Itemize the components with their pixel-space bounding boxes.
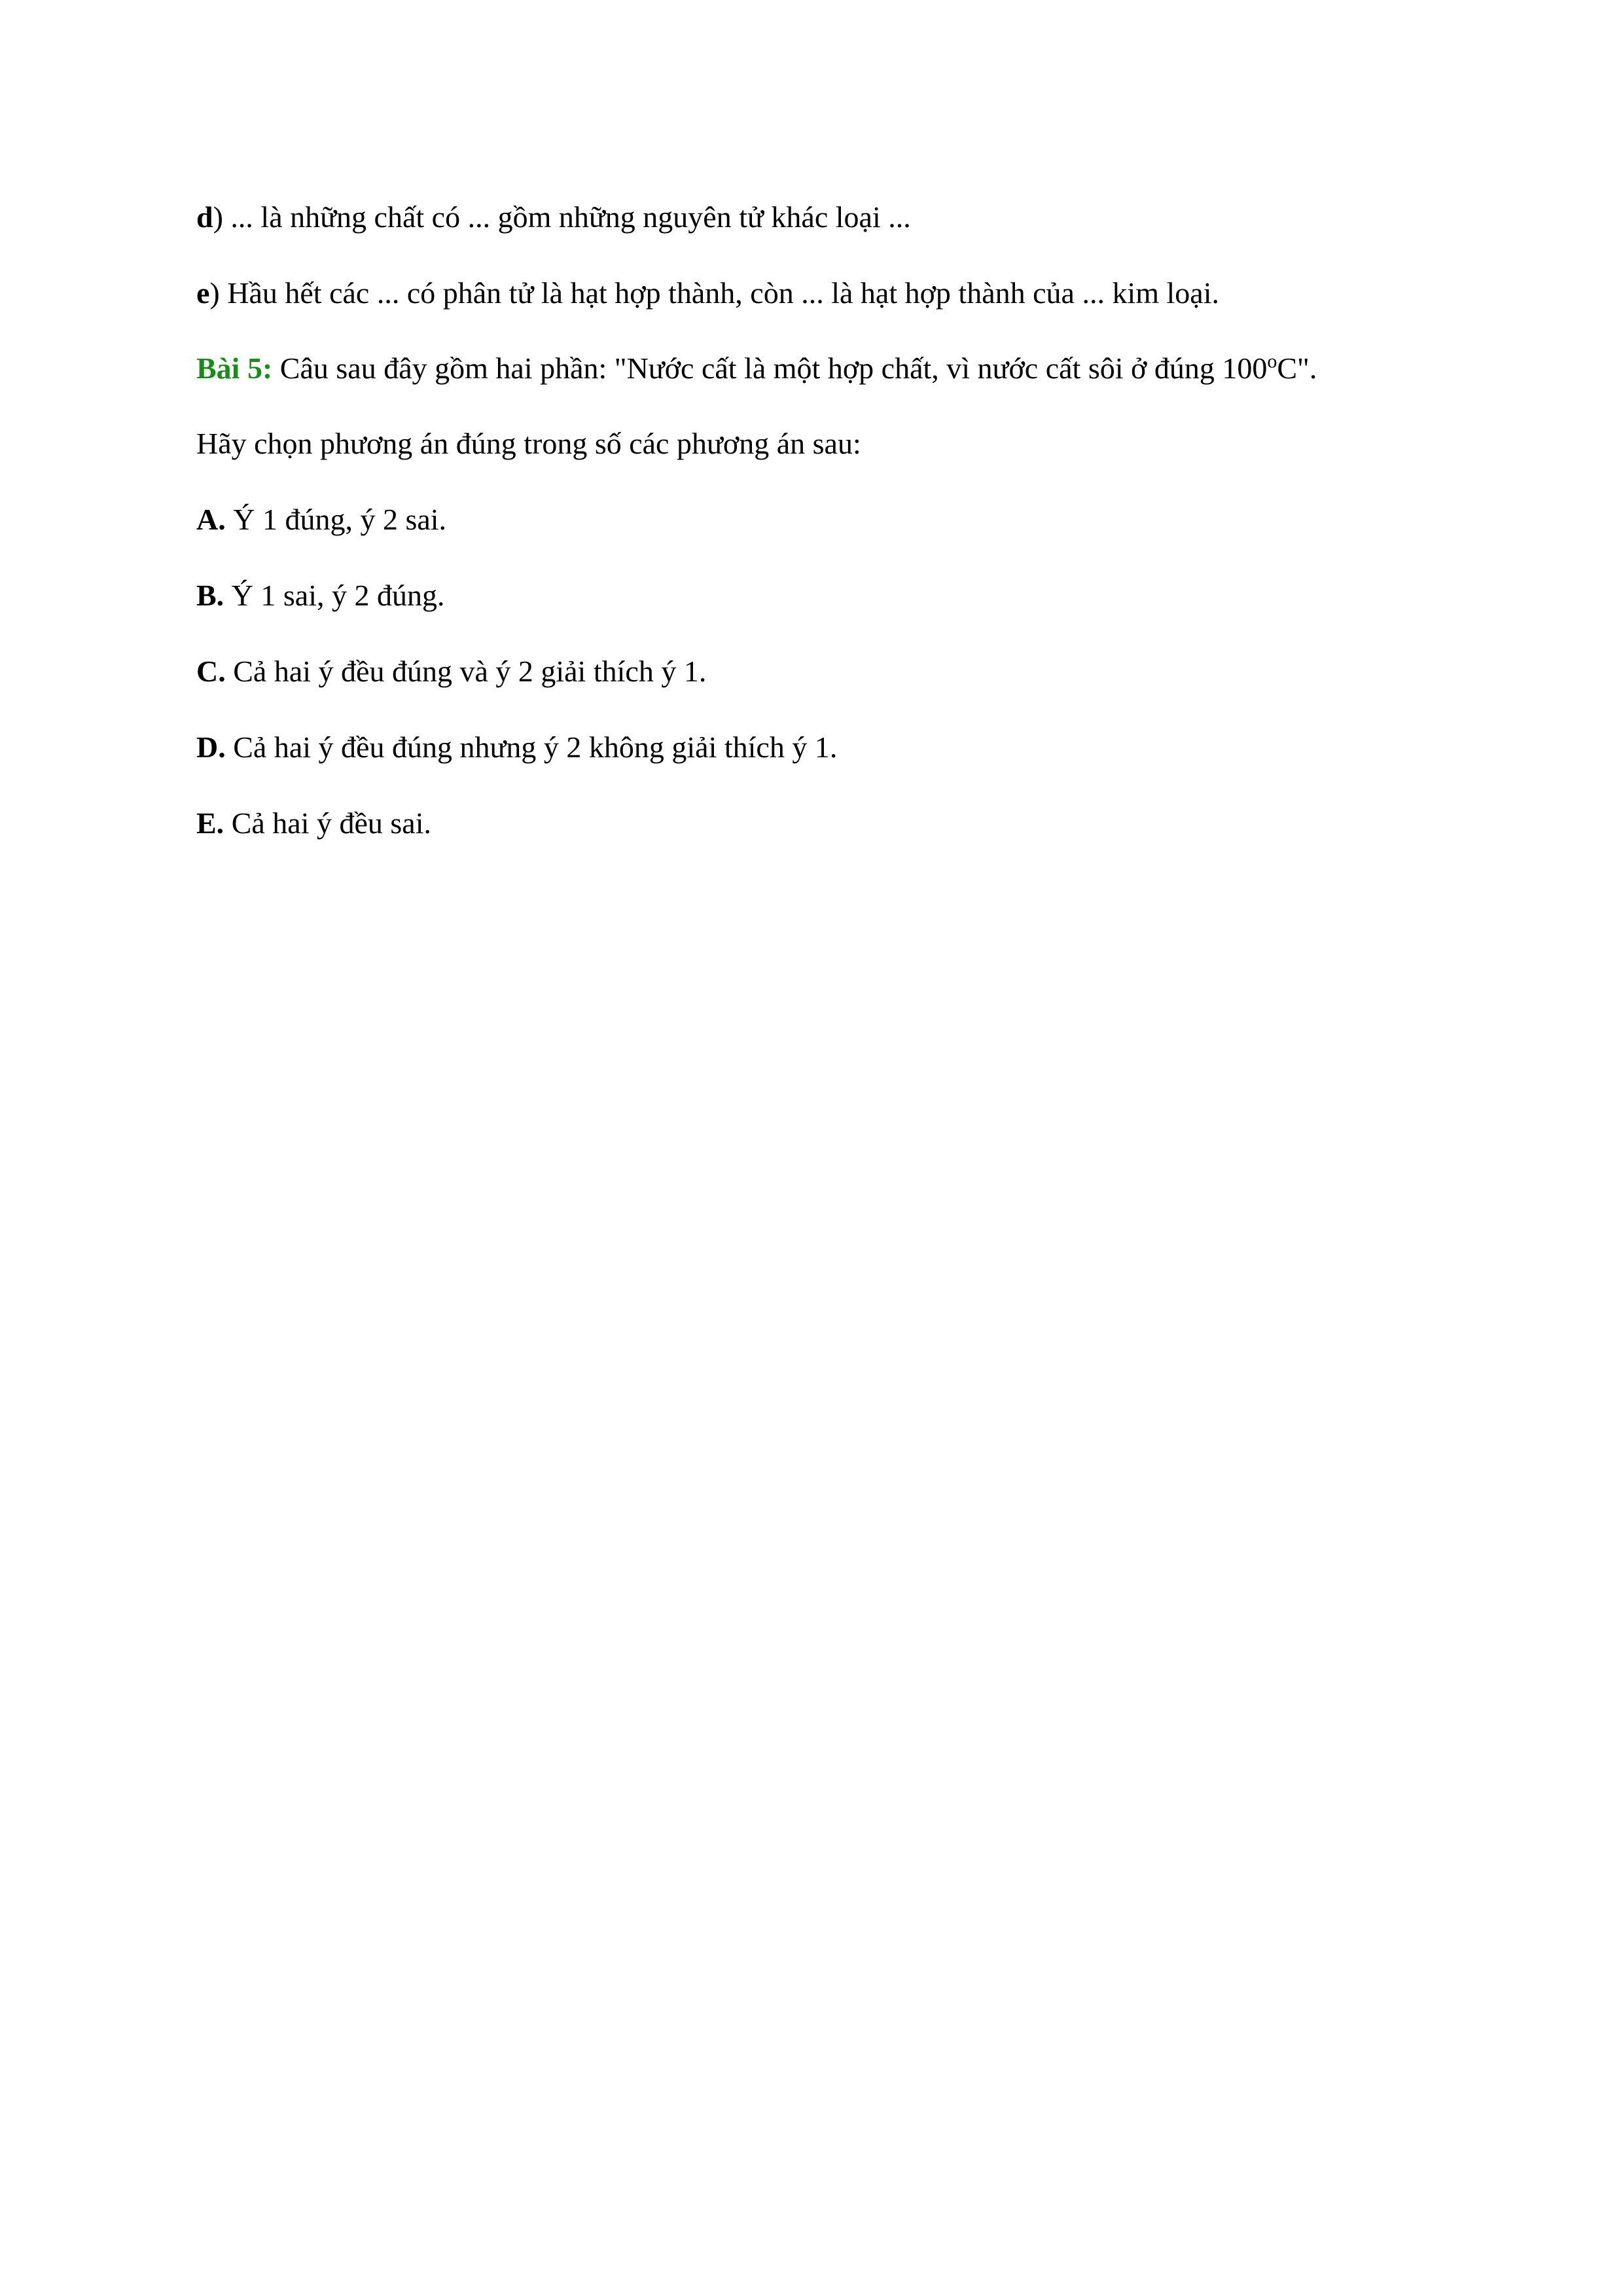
item-e xyxy=(196,274,1219,313)
exercise-5-heading: Bài 5: xyxy=(196,351,273,385)
option-d-label: D. xyxy=(196,730,226,764)
option-c xyxy=(196,652,706,691)
instruction-text: Hãy chọn phương án đúng trong số các phương án sau: xyxy=(196,427,861,460)
option-c-text: Cả hai ý đều đúng và ý 2 giải thích ý 1. xyxy=(225,655,707,688)
option-c-label: C. xyxy=(196,655,226,688)
option-a xyxy=(196,500,446,539)
option-b-text: Ý 1 sai, ý 2 đúng. xyxy=(224,579,445,612)
item-e-label: e xyxy=(196,276,210,310)
option-d xyxy=(196,728,837,767)
item-d xyxy=(196,198,911,237)
option-b xyxy=(196,576,445,615)
option-e-label: E. xyxy=(196,806,224,840)
item-e-text: ) Hầu hết các ... có phân tử là hạt hợp thành, còn ... là hạt hợp thành của ... kim loại. xyxy=(209,276,1219,310)
exercise-5-text: Câu sau đây gồm hai phần: "Nước cất là một hợp chất, vì nước cất sôi ở đúng 100 xyxy=(272,351,1268,385)
item-d-label: d xyxy=(196,200,213,234)
option-e-text: Cả hai ý đều sai. xyxy=(224,806,431,840)
exercise-5-text-end: C". xyxy=(1277,351,1317,385)
exercise-5 xyxy=(196,349,1317,388)
item-d-text: ) ... là những chất có ... gồm những nguyên tử khác loại ... xyxy=(213,200,911,234)
option-a-text: Ý 1 đúng, ý 2 sai. xyxy=(225,503,447,536)
option-a-label: A. xyxy=(196,503,226,536)
option-d-text: Cả hai ý đều đúng nhưng ý 2 không giải thích ý 1. xyxy=(225,730,838,764)
option-b-label: B. xyxy=(196,579,224,612)
degree-sup: o xyxy=(1267,350,1277,372)
option-e xyxy=(196,804,431,843)
